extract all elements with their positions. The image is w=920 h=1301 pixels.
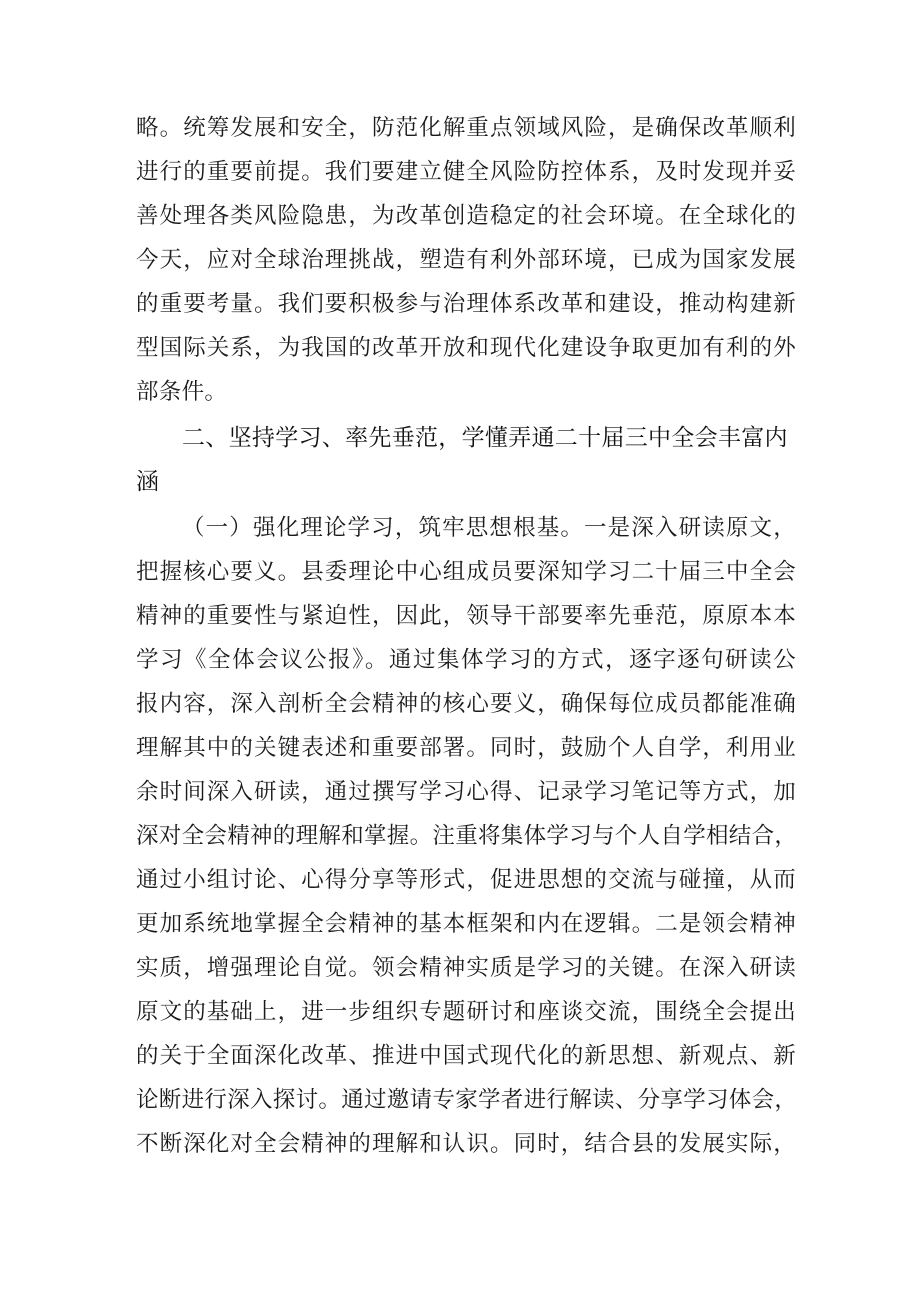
paragraph-line: 学习《全体会议公报》。通过集体学习的方式，逐字逐句研读公	[136, 647, 796, 673]
paragraph-line: 更加系统地掌握全会精神的基本框架和内在逻辑。二是领会精神	[136, 911, 796, 937]
paragraph-line: 通过小组讨论、心得分享等形式，促进思想的交流与碰撞，从而	[136, 867, 796, 893]
paragraph-line: 的重要考量。我们要积极参与治理体系改革和建设，推动构建新	[136, 291, 796, 317]
paragraph-line: 理解其中的关键表述和重要部署。同时，鼓励个人自学，利用业	[136, 735, 796, 761]
paragraph-line: 把握核心要义。县委理论中心组成员要深知学习二十届三中全会	[136, 559, 796, 585]
paragraph-line: 部条件。	[136, 379, 228, 405]
section-heading: 涵	[136, 469, 160, 495]
paragraph-line: 余时间深入研读，通过撰写学习心得、记录学习笔记等方式，加	[136, 779, 796, 805]
paragraph-line: 不断深化对全会精神的理解和认识。同时，结合县的发展实际，	[136, 1131, 796, 1157]
section-heading: 二、坚持学习、率先垂范，学懂弄通二十届三中全会丰富内	[182, 425, 788, 451]
paragraph-line: 今天，应对全球治理挑战，塑造有利外部环境，已成为国家发展	[136, 247, 796, 273]
paragraph-line: 原文的基础上，进一步组织专题研讨和座谈交流，围绕全会提出	[136, 999, 796, 1025]
paragraph-line: 精神的重要性与紧迫性，因此，领导干部要率先垂范，原原本本	[136, 603, 796, 629]
paragraph-line: 进行的重要前提。我们要建立健全风险防控体系，及时发现并妥	[136, 159, 796, 185]
paragraph-line: 型国际关系，为我国的改革开放和现代化建设争取更加有利的外	[136, 335, 796, 361]
paragraph-line: 略。统筹发展和安全，防范化解重点领域风险，是确保改革顺利	[136, 115, 796, 141]
paragraph-line: （一）强化理论学习，筑牢思想根基。一是深入研读原文，	[182, 515, 796, 541]
paragraph-line: 的关于全面深化改革、推进中国式现代化的新思想、新观点、新	[136, 1043, 796, 1069]
paragraph-line: 报内容，深入剖析全会精神的核心要义，确保每位成员都能准确	[136, 691, 796, 717]
paragraph-line: 善处理各类风险隐患，为改革创造稳定的社会环境。在全球化的	[136, 203, 796, 229]
paragraph-line: 论断进行深入探讨。通过邀请专家学者进行解读、分享学习体会，	[136, 1087, 798, 1113]
paragraph-line: 深对全会精神的理解和掌握。注重将集体学习与个人自学相结合，	[136, 823, 798, 849]
paragraph-line: 实质，增强理论自觉。领会精神实质是学习的关键。在深入研读	[136, 955, 796, 981]
